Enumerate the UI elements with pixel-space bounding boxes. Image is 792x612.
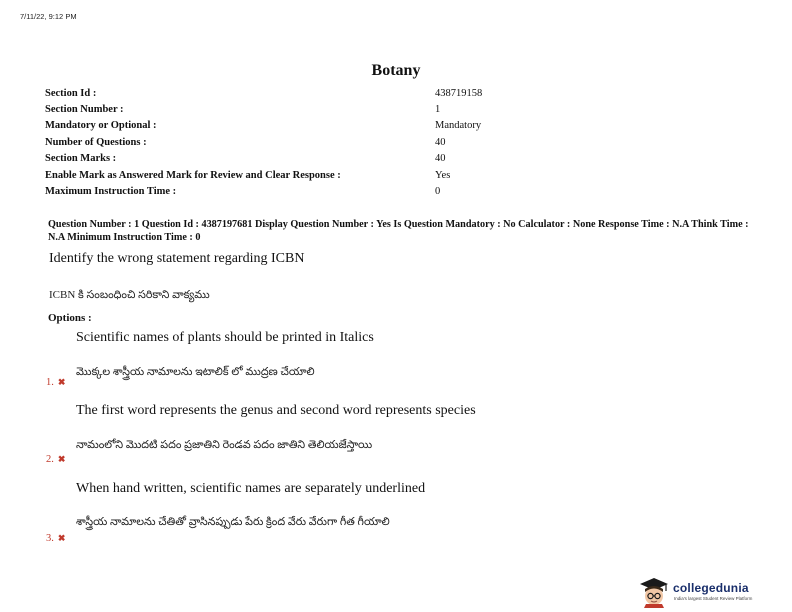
section-info-table [45, 85, 505, 200]
option-number: 1. [46, 377, 54, 388]
section-info-value: 438719158 [435, 87, 483, 99]
question-text-telugu: ICBN కి సంబంధించి సరికాని వాక్యము [49, 289, 210, 301]
option-1-telugu: మొక్కల శాస్త్రీయ నామాలను ఇటాలిక్ లో ముద్రణ చేయాలి [76, 366, 315, 378]
section-info-value: Mandatory [435, 120, 482, 132]
section-info-label: Mandatory or Optional : [45, 120, 157, 132]
page-title: Botany [371, 62, 421, 79]
wrong-cross-icon: ✖ [57, 377, 66, 387]
option-3-english: When hand written, scientific names are separately underlined [76, 481, 426, 496]
section-info-value: 0 [435, 186, 441, 198]
section-info-row [45, 85, 505, 101]
section-info-label: Section Number : [45, 104, 124, 116]
option-3-telugu: శాస్త్రీయ నామాలను చేతితో వ్రాసినప్పుడు పేరు క్రింద వేరు వేరుగా గీత గీయాలి [76, 516, 390, 528]
option-1-marker [46, 372, 65, 390]
section-info-value: Yes [435, 169, 451, 181]
section-info-label: Section Marks : [45, 153, 117, 165]
section-info-row [45, 183, 505, 199]
section-info-row [45, 167, 505, 183]
option-3-marker [46, 528, 65, 546]
collegedunia-logo [637, 576, 787, 608]
section-info-label: Enable Mark as Answered Mark for Review and Clear Response : [45, 169, 341, 181]
section-info-label: Number of Questions : [45, 136, 147, 148]
section-info-row [45, 101, 505, 117]
option-1-english: Scientific names of plants should be printed in Italics [76, 330, 374, 345]
section-info-row [45, 134, 505, 150]
options-label: Options : [48, 312, 92, 324]
question-header: Question Number : 1 Question Id : 4387197681 Display Question Number : Yes Is Question Mandatory : No Calculator : None Response Time : N.A Think Time : N.A Minimum Instruction Time : 0 [48, 219, 749, 243]
graduate-mascot-icon [637, 576, 671, 608]
section-info-value: 40 [435, 136, 446, 148]
option-2-english: The first word represents the genus and second word represents species [76, 403, 476, 418]
option-2-marker [46, 449, 65, 467]
section-info-value: 1 [435, 104, 441, 116]
section-info-row [45, 118, 505, 134]
brand-tagline: India's largest Student Review Platform [674, 596, 753, 601]
wrong-cross-icon: ✖ [57, 533, 66, 543]
print-timestamp: 7/11/22, 9:12 PM [20, 12, 77, 21]
section-info-value: 40 [435, 153, 446, 165]
section-info-row [45, 151, 505, 167]
wrong-cross-icon: ✖ [57, 454, 66, 464]
section-info-label: Section Id : [45, 87, 97, 99]
brand-name: collegedunia [673, 581, 749, 595]
option-number: 2. [46, 454, 54, 465]
option-2-telugu: నామంలోని మొదటి పదం ప్రజాతిని రెండవ పదం జాతిని తెలియజేస్తాయి [76, 439, 373, 451]
option-number: 3. [46, 533, 54, 544]
section-info-label: Maximum Instruction Time : [45, 186, 177, 198]
question-text-english: Identify the wrong statement regarding ICBN [49, 251, 305, 266]
